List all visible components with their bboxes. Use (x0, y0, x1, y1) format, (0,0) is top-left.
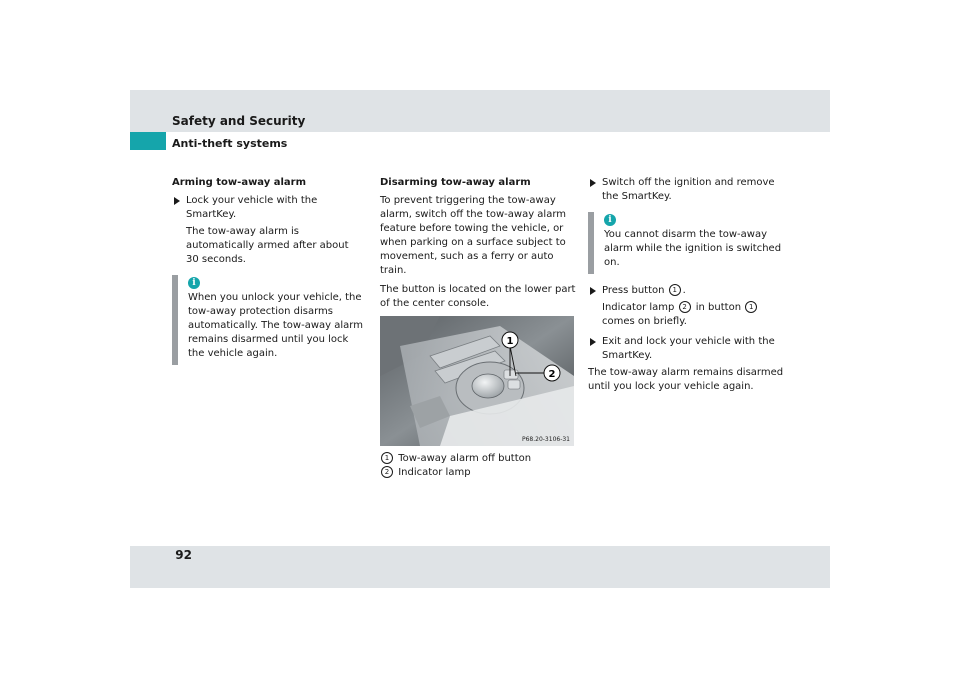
info-icon: i (604, 214, 616, 226)
bullet-arrow-icon (590, 338, 596, 346)
legend-item: 2 Indicator lamp (380, 466, 576, 480)
info-text: You cannot disarm the tow-away alarm while the ignition is switched on. (604, 229, 782, 268)
closing-note: The tow-away alarm remains disarmed until you lock your vehicle again. (588, 367, 784, 392)
subsection-title: Anti-theft systems (172, 137, 288, 150)
step-result-armed: The tow-away alarm is automatically armed after about 30 seconds. (186, 226, 349, 265)
para-prevent-trigger: To prevent triggering the tow-away alarm, switch off the tow-away alarm feature before towing the vehicle, or when parking on a surface subject to movement, such as a ferry or auto train. (380, 195, 567, 276)
heading-arming: Arming tow-away alarm (172, 177, 307, 188)
photo-callout-2: 2 (548, 369, 556, 380)
info-note-ignition (588, 212, 786, 274)
info-text: When you unlock your vehicle, the tow-away protection disarms automatically. The tow-away alarm remains disarmed until you lock the vehicle again. (188, 292, 363, 359)
column-disarm-steps (588, 176, 786, 399)
step-switch-off-ignition: Switch off the ignition and remove the SmartKey. (588, 176, 786, 204)
section-title: Safety and Security (172, 114, 306, 128)
step-exit-lock: Exit and lock your vehicle with the SmartKey. (588, 335, 786, 363)
image-code: P68.20-3106-31 (521, 436, 570, 443)
step-press-button: Press button 1 . (588, 284, 786, 298)
step-result-indicator: Indicator lamp 2 in button 1 comes on briefly. (588, 301, 786, 329)
heading-disarming: Disarming tow-away alarm (380, 177, 531, 188)
column-arming (172, 176, 364, 375)
para-button-location: The button is located on the lower part of the center console. (380, 284, 576, 309)
column-disarming (380, 176, 576, 480)
step-lock-vehicle: Lock your vehicle with the SmartKey. (172, 194, 364, 222)
bullet-arrow-icon (590, 179, 596, 187)
legend-item: 1 Tow-away alarm off button (380, 452, 576, 466)
bullet-arrow-icon (174, 197, 180, 205)
footer-band (130, 546, 830, 588)
photo-callout-1: 1 (506, 336, 514, 347)
info-icon: i (188, 277, 200, 289)
bullet-arrow-icon (590, 287, 596, 295)
center-console-photo (380, 316, 574, 446)
page-number: 92 (175, 548, 192, 562)
info-note-unlock (172, 275, 364, 365)
header-accent-tab (130, 132, 166, 150)
